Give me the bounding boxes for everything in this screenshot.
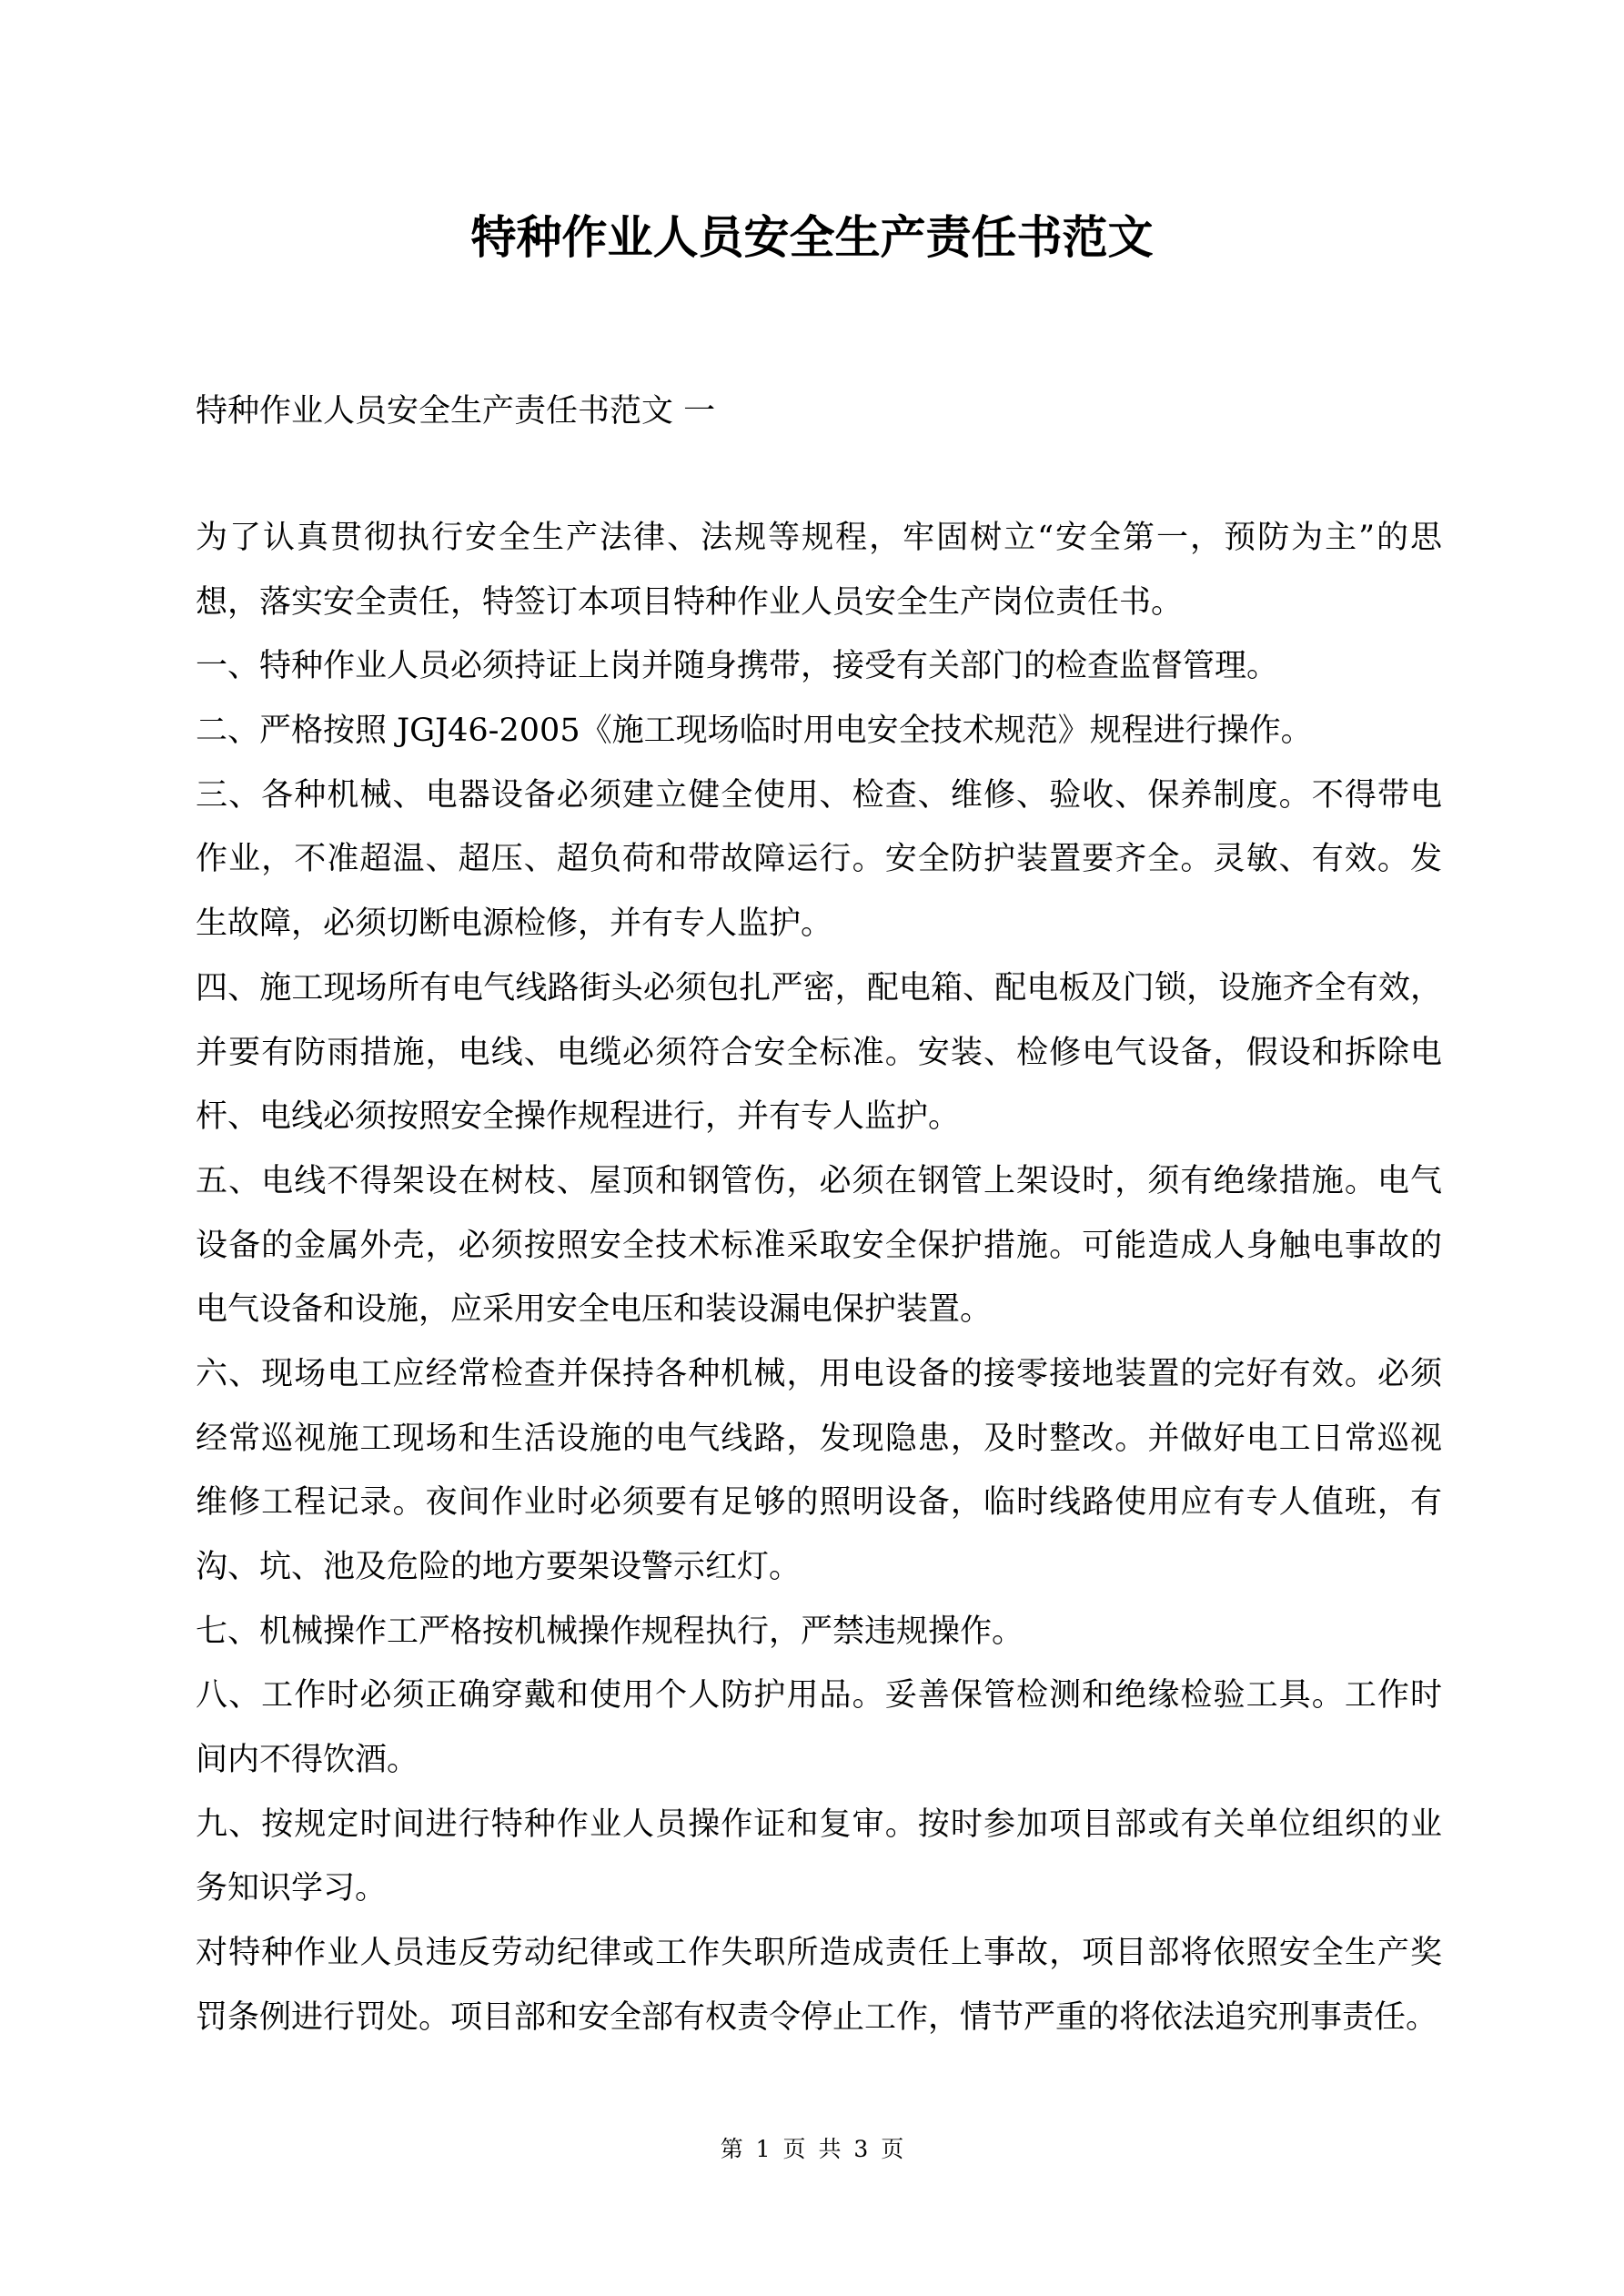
section-heading: 特种作业人员安全生产责任书范文 一 [196,393,716,430]
text-line: 生故障，必须切断电源检修，并有专人监护。 [196,905,833,943]
paragraph [196,634,1442,699]
text-line: 三、各种机械、电器设备必须建立健全使用、检查、维修、验收、保养制度。不得带电 [196,776,1442,814]
text-line: 七、机械操作工严格按机械操作规程执行，严禁违规操作。 [196,1613,1024,1650]
text-line: 电气设备和设施，应采用安全电压和装设漏电保护装置。 [196,1291,993,1329]
text-line: 九、按规定时间进行特种作业人员操作证和复审。按时参加项目部或有关单位组织的业 [196,1805,1442,1843]
text-line: 八、工作时必须正确穿戴和使用个人防护用品。妥善保管检测和绝缘检验工具。工作时 [196,1677,1442,1714]
text-line: 维修工程记录。夜间作业时必须要有足够的照明设备，临时线路使用应有专人值班，有 [196,1484,1442,1522]
text-line: 杆、电线必须按照安全操作规程进行，并有专人监护。 [196,1098,961,1136]
text-line: 一、特种作业人员必须持证上岗并随身携带，接受有关部门的检查监督管理。 [196,648,1279,685]
text-line: 经常巡视施工现场和生活设施的电气线路，发现隐患，及时整改。并做好电工日常巡视 [196,1420,1442,1457]
text-line: 二、严格按照 JGJ46-2005《施工现场临时用电安全技术规范》规程进行操作。 [196,713,1313,750]
paragraph [196,506,1442,634]
paragraph [196,956,1442,1149]
document-body [196,506,1442,2050]
text-line: 间内不得饮酒。 [196,1742,419,1779]
text-line: 并要有防雨措施，电线、电缆必须符合安全标准。安装、检修电气设备，假设和拆除电 [196,1034,1442,1071]
paragraph [196,699,1442,764]
text-line: 对特种作业人员违反劳动纪律或工作失职所造成责任上事故，项目部将依照安全生产奖 [196,1935,1442,1972]
text-line: 务知识学习。 [196,1870,388,1907]
text-line: 为了认真贯彻执行安全生产法律、法规等规程，牢固树立“安全第一，预防为主”的思 [196,520,1442,556]
paragraph [196,1342,1442,1600]
paragraph [196,1793,1442,1921]
paragraph [196,1149,1442,1342]
paragraph [196,764,1442,956]
paragraph [196,1600,1442,1664]
text-line: 设备的金属外壳，必须按照安全技术标准采取安全保护措施。可能造成人身触电事故的 [196,1227,1442,1264]
paragraph [196,1921,1442,2049]
paragraph [196,1664,1442,1792]
text-line: 作业，不准超温、超压、超负荷和带故障运行。安全防护装置要齐全。灵敏、有效。发 [196,841,1442,878]
page-footer: 第 1 页 共 3 页 [720,2136,904,2162]
text-line: 四、施工现场所有电气线路街头必须包扎严密，配电箱、配电板及门锁，设施齐全有效， [196,969,1442,1006]
document-title: 特种作业人员安全生产责任书范文 [470,210,1154,264]
text-line: 沟、坑、池及危险的地方要架设警示红灯。 [196,1549,802,1585]
text-line: 想，落实安全责任，特签订本项目特种作业人员安全生产岗位责任书。 [196,583,1184,621]
text-line: 罚条例进行罚处。项目部和安全部有权责令停止工作，情节严重的将依法追究刑事责任。 [196,1998,1438,2036]
text-line: 五、电线不得架设在树枝、屋顶和钢管伤，必须在钢管上架设时，须有绝缘措施。电气 [196,1162,1442,1199]
text-line: 六、现场电工应经常检查并保持各种机械，用电设备的接零接地装置的完好有效。必须 [196,1355,1442,1392]
